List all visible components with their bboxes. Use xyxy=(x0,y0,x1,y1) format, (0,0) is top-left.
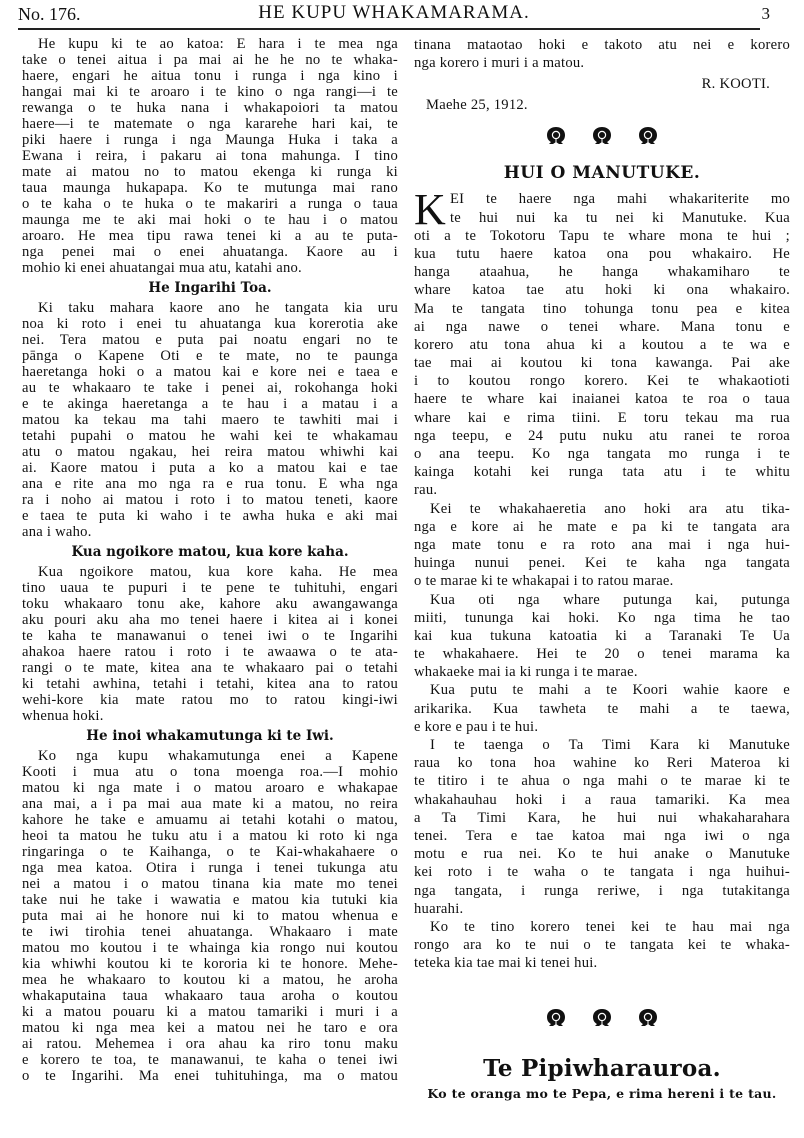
text-line: Ma te tangata tino tohunga tonu pea e kitea xyxy=(414,300,790,317)
text-line: e kore e pau i te hui. xyxy=(414,718,539,735)
flower-ornament-icon xyxy=(546,126,566,146)
text-line: te kaha te manawanui o tenei iwi o te Ingarihi xyxy=(22,628,398,644)
text-line: Ko te tino korero tenei kei te hau mai nga xyxy=(430,918,790,935)
text-line: Kei te whakahaeretia ano hoki ara atu tika- xyxy=(430,500,790,517)
text-line: kai kua tukuna katoatia ki a Taranaki Te Ua xyxy=(414,627,790,644)
text-line: haere—i te matemate o nga kararehe hari kai, te xyxy=(22,116,398,132)
text-line: nga penei mai o enei ahuatanga. Kaore au i xyxy=(22,244,398,260)
text-line: maunga me te aki mai hoki o te hau i o matou xyxy=(22,212,398,228)
text-line: matou ki nga mate i o matou aroaro e whakapae xyxy=(22,780,398,796)
text-line: e taea te puta ki waho i te awha huka e aki mai xyxy=(22,508,398,524)
text-line: ki a matou pouaru ki a matou tamariki i muri i a xyxy=(22,1004,398,1020)
text-line: matou ki nga mea kei a matou nei he taro e ora xyxy=(22,1020,398,1036)
text-line: hangai mai ki te aroaro i te kino o nga rangi—i te xyxy=(22,84,398,100)
text-line: motu e rua nei. Ko te hui anake o Manutuke xyxy=(414,846,790,863)
text-line: whenua hoki. xyxy=(22,708,104,724)
text-line: Ko nga kupu whakamutunga enei a Kapene xyxy=(38,748,398,764)
text-line: arikarika. Kua tawheta te mahi a te taewa, xyxy=(414,700,790,717)
text-line: huinga nunui penei. Kei te kaha nga tangata xyxy=(414,555,790,572)
text-line: te titiro i te ahua o nga mahi o te marae ki te xyxy=(414,773,790,790)
text-line: korero atu tona ahua ki a koutou a te wa e xyxy=(414,336,790,353)
text-line: ai ratou. Mehemea i ora ahau ka riro tonu maku xyxy=(22,1036,398,1052)
text-line: rangi o te mate, kitea ana te whakaaro pai o tetahi xyxy=(22,660,398,676)
text-line: ra i noho ai matou i roto i to matou teneti, kaore xyxy=(22,492,398,508)
text-line: take o tenei aitua i pa mai ai he he no te whaka- xyxy=(22,52,398,68)
text-line: kei roto i te waha o te tangata i nga huihui- xyxy=(414,864,790,881)
paragraph xyxy=(414,918,790,973)
text-line: nga korero i muri i a matou. xyxy=(414,55,585,72)
page-header xyxy=(18,2,770,28)
text-line: kainga kotahi kei runga tata atu i te whitu xyxy=(414,464,790,481)
text-line: pānga o Kapene Oti e te mate, no te paunga xyxy=(22,348,398,364)
drop-cap-letter: K xyxy=(414,185,447,235)
text-line: nga mea katoa. Otira i runga i tenei tukunga atu xyxy=(22,860,398,876)
text-line: whare katoa tae atu hoki ki ona whakairo. xyxy=(414,282,790,299)
left-column xyxy=(22,36,398,1084)
text-line: tenei. Tera e tae katoa mai nga iwi o nga xyxy=(414,827,790,844)
paragraph xyxy=(22,564,398,724)
flower-ornament-icon xyxy=(638,1008,658,1028)
text-line: raua ko tona hoa wahine ko Reri Materoa ki xyxy=(414,755,790,772)
text-line: ai. Kaore matou i puta a ko a matou kai e tae xyxy=(22,460,398,476)
text-line: whakaeke mai ia ki runga i te marae. xyxy=(414,664,638,681)
page-number: 3 xyxy=(761,4,770,23)
text-line: ana i waho. xyxy=(22,524,92,540)
signature: R. KOOTI. xyxy=(701,76,770,93)
text-line: miiti, tununga kai hoki. Ko nga tima he tao xyxy=(414,609,790,626)
text-line: rau. xyxy=(414,482,438,499)
text-line: heoi ta matou he tuku atu i a matou ki roto ki nga xyxy=(22,828,398,844)
text-line: aku pouri aku aha mo tenei haere i kitea ai i konei xyxy=(22,612,398,628)
flower-ornament-icon xyxy=(638,126,658,146)
header-rule xyxy=(18,28,760,30)
text-line: huarahi. xyxy=(414,900,464,917)
text-line: nga e kore ai he mate e pa ki te tangata ara xyxy=(414,518,790,535)
text-line: e korero te toa, te manawanui, te kaha o tenei iwi xyxy=(22,1052,398,1068)
text-line: mohio ki enei ahuatangai mua atu, katahi ano. xyxy=(22,260,302,276)
text-line: ahakoa haere ratou i roto i te awaawa o te ata- xyxy=(22,644,398,660)
text-line: tinana mataotao hoki e takoto atu nei e korero xyxy=(414,37,790,53)
text-line: atu o matou ngakau, hei reira matou whiwhi kai xyxy=(22,444,398,460)
text-line: nei. Tera matou e puta pai noatu engari no te xyxy=(22,332,398,348)
text-line: haeretanga hoki o a matou kai e kore nei e taea e xyxy=(22,364,398,380)
dateline: Maehe 25, 1912. xyxy=(426,97,528,114)
text-line: te hui nui ka tu nei ki Manutuke. Kua xyxy=(450,209,790,226)
publication-title: HE KUPU WHAKAMARAMA. xyxy=(258,2,530,23)
text-line: nga teepu, e 24 putu nuku atu ranei te roroa xyxy=(414,427,790,444)
text-line: rongo ara ko te nui o te tangata kei te whaka- xyxy=(414,937,790,954)
text-line: tino uaua te pupuri i te pene te tuhituhi, engari xyxy=(22,580,398,596)
text-line: wehi-kore kia mate ratou mo to ratou kingi-iwi xyxy=(22,692,398,708)
text-line: o te kaha o te huka o te makariri a runga o taua xyxy=(22,196,398,212)
text-line: Ki taku mahara kaore ano he tangata kia uru xyxy=(38,300,398,316)
text-line: haere te whare kai inaianei katoa te roa o taua xyxy=(414,391,790,408)
text-line: puta mai ai he honore nui ki to matou whenua e xyxy=(22,908,398,924)
text-line: mea he whakaaro to koutou ki a matou, he aroha xyxy=(22,972,398,988)
text-line: kua tutu haere katoa ona pou whakairo. He xyxy=(414,245,790,262)
text-line: ana e rite ana mo nga ra e rua tonu. E wha nga xyxy=(22,476,398,492)
text-line: haere, engari he aitua tonu i runga i nga kino i xyxy=(22,68,398,84)
text-line: Kooti i mua atu o tona moenga roa.—I mohio xyxy=(22,764,398,780)
section-heading: He inoi whakamutunga ki te Iwi. xyxy=(86,728,334,744)
issue-number: No. 176. xyxy=(18,4,81,24)
text-line: toku whakaaro tonu ake, kahore aku awangawanga xyxy=(22,596,398,612)
article-heading: HUI O MANUTUKE. xyxy=(503,163,701,184)
right-column xyxy=(414,36,790,1101)
section-heading: He Ingarihi Toa. xyxy=(148,280,272,296)
paragraph-drop-cap xyxy=(414,185,790,499)
text-line: He kupu ki te ao katoa: E hara i te mea nga xyxy=(38,36,398,52)
text-line: ana mai, a i pa mai aua mate ki a matou, no reira xyxy=(22,796,398,812)
text-line: whakaputaina taua whakaaro taua aroha o koutou xyxy=(22,988,398,1004)
paragraph xyxy=(22,36,398,276)
subscription-note: Ko te oranga mo te Pepa, e rima hereni i te tau. xyxy=(427,1086,777,1102)
text-line: te iwi tirohia tenei ahuatanga. Whakaaro i mate xyxy=(22,924,398,940)
text-line: kia whiwhi koutou ki te kororia ki te honore. Mehe- xyxy=(22,956,398,972)
text-line: Kua oti nga whare putunga kai, putunga xyxy=(430,591,790,608)
text-line: aroaro. He mea tipu rawa tenei ki a au te puta- xyxy=(22,228,398,244)
text-line: Kua ngoikore matou, kua kore kaha. He mea xyxy=(38,564,398,580)
text-line: teteka kia tae mai ki tenei hui. xyxy=(414,955,598,972)
text-line: o te Ingarihi. Ma enei tuhituhinga, ma o matou xyxy=(22,1068,398,1084)
text-line: EI te haere nga mahi whakariterite mo xyxy=(450,191,790,208)
text-line: ki tetahi awhina, tetahi i tetahi, kitea ana to ratou xyxy=(22,676,398,692)
paragraph xyxy=(22,300,398,540)
masthead-title: Te Pipiwharauroa. xyxy=(483,1055,721,1083)
paragraph xyxy=(414,736,790,918)
text-line: o te marae ki te whakapai i to ratou marae. xyxy=(414,573,674,590)
text-line: nga mate tonu e ra roto ana mai i nga hui- xyxy=(414,536,790,553)
text-line: tae mai ai koutou ki tona kawanga. Pai ake xyxy=(414,355,790,372)
text-line: o ana teepu. Ko nga tangata mo runga i te xyxy=(414,446,790,462)
text-line: piki haere i runga i nga Maunga Huka i taka a xyxy=(22,132,398,148)
paragraph xyxy=(414,681,790,736)
paragraph xyxy=(22,748,398,1084)
text-line: te whakahaere. Hei te 20 o tenei marama ka xyxy=(414,646,790,663)
ornament-divider xyxy=(414,998,790,1038)
text-line: whakahauhau hoki i a raua tamariki. Ka mea xyxy=(414,791,790,808)
text-line: whare kai e rima tiini. E toru tekau ma rua xyxy=(414,409,790,426)
text-line: mate ai matou no to matou ekenga ki runga ki xyxy=(22,164,398,180)
text-line: kahore he take e amuamu ai tetahi kotahi o matou, xyxy=(22,812,398,828)
section-heading: Kua ngoikore matou, kua kore kaha. xyxy=(71,544,349,560)
text-line: ringaringa o te Kaihanga, o te Kai-whakahaere o xyxy=(22,844,398,860)
text-line: matou mo koutou i te whainga kia rongo nui koutou xyxy=(22,940,398,956)
text-line: au te whakaaro te take i penei ai, rokohanga hoki xyxy=(22,380,398,396)
text-line: take nui he take i wawatia e matou kia tutuki kia xyxy=(22,892,398,908)
text-line: matou ka tekau ma tahi maero te tawhiti mai i xyxy=(22,412,398,428)
text-line: a Ta Timi Kara, he hui nui whakaharahara xyxy=(414,809,790,826)
flower-ornament-icon xyxy=(592,126,612,146)
ornament-divider xyxy=(414,116,790,156)
paragraph xyxy=(414,36,790,72)
text-line: I te taenga o Ta Timi Kara ki Manutuke xyxy=(430,737,790,753)
paragraph xyxy=(414,591,790,682)
text-line: Kua putu te mahi a te Koori wahie kaore e xyxy=(430,682,790,699)
text-line: ai nga nawe o tenei whare. Mana tonu e xyxy=(414,318,790,335)
text-line: nei a matou i o matou tinana kia mate mo tenei xyxy=(22,876,398,892)
flower-ornament-icon xyxy=(546,1008,566,1028)
paragraph xyxy=(414,500,790,591)
text-line: i to koutou rongo korero. Kei te whakaotioti xyxy=(414,373,790,390)
text-line: nga tangata, i runga reriwe, i nga tutakitanga xyxy=(414,882,790,899)
text-line: tetahi pupahi o matou he wahi kei te whakamau xyxy=(22,428,398,444)
text-line: hanga ataahua, he hanga whakamiharo te xyxy=(414,264,790,281)
text-line: e te akinga haeretanga a te hau i a matau i a xyxy=(22,396,398,412)
flower-ornament-icon xyxy=(592,1008,612,1028)
text-line: taua maunga hukapapa. Ko te mutunga mai rano xyxy=(22,180,398,196)
text-line: oti a te Tokotoru Tapu te whare mona te hui ; xyxy=(414,227,790,244)
text-line: noa ki roto i enei tu ahuatanga kua korerotia ake xyxy=(22,316,398,332)
text-line: Ewana i reira, i pakaru ai tona mahunga. I tino xyxy=(22,148,398,164)
text-line: rewanga o te huka nana i whakapoiori ta matou xyxy=(22,100,398,116)
